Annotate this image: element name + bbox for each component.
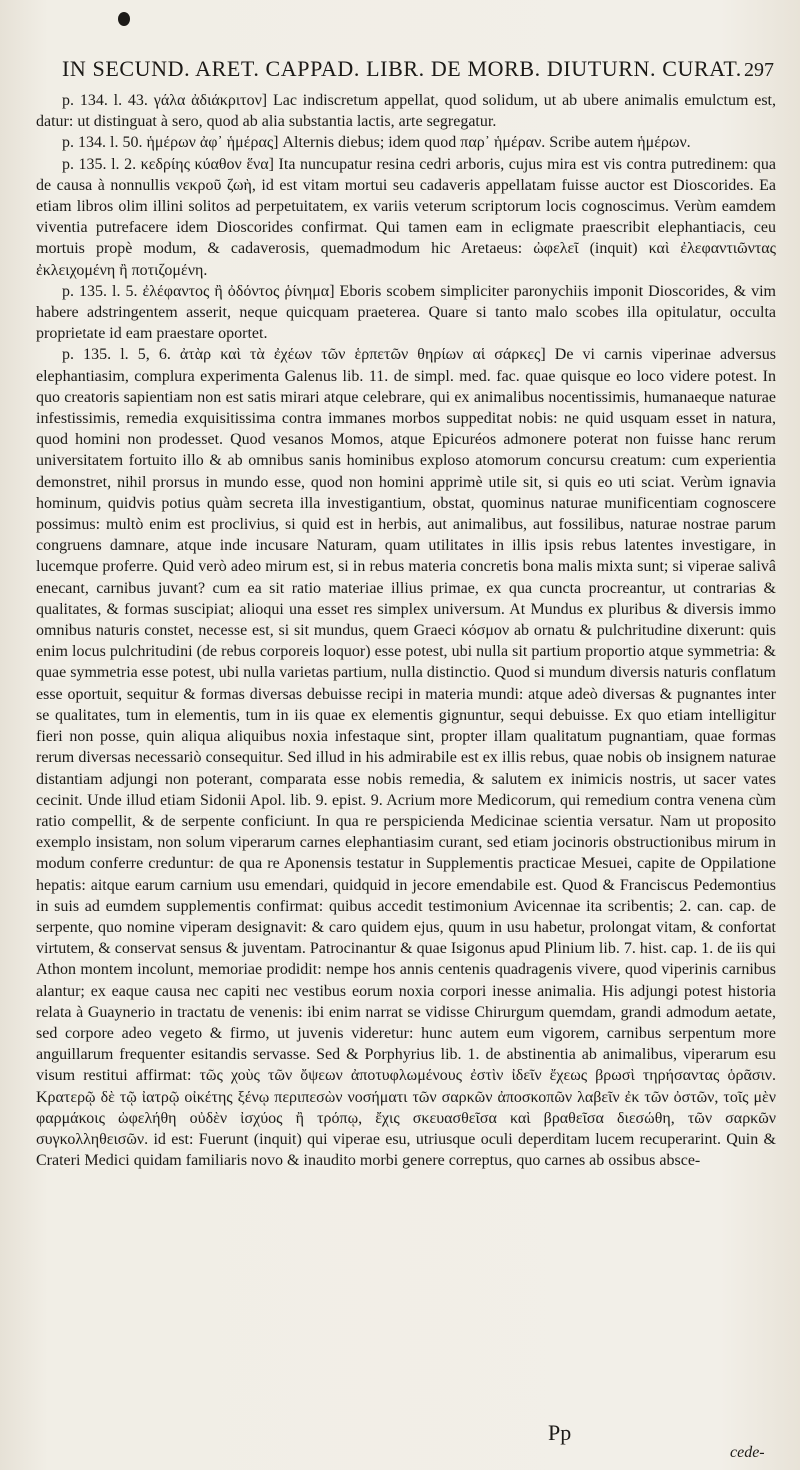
running-title: IN SECUND. ARET. CAPPAD. LIBR. DE MORB. DIUTURN. CURAT. — [62, 56, 742, 81]
paragraph: p. 135. l. 5. ἐλέφαντος ἢ ὀδόντος ῥίνημα] Eboris scobem simpliciter paronychiis imponit Dioscorides, & vim habere adstringentem asserit, neque quicquam praeterea. Quare si tanto malo scobes illa opitulatur, occulta proprietate id eam praestare oportet. — [36, 282, 776, 343]
paragraph: p. 134. l. 43. γάλα ἀδιάκριτον] Lac indiscretum appellat, quod solidum, ut ab ubere animalis emulctum est, datur: ut distinguat à sero, quod ab alia substantia lactis, arte segregatur. — [36, 92, 776, 131]
paragraph: p. 135. l. 5, 6. ἀτὰρ καὶ τὰ ἐχέων τῶν ἑρπετῶν θηρίων αἱ σάρκες] De vi carnis viperinae adversus elephantiasim, complura experimenta Galenus lib. 11. de simpl. med. fac. quae quisque eo loco videre potest. In quo creatoris sapientiam non est satis mirari atque celebrare, qui ex animalibus nocentissimis, humanaeque naturae infestissimis, remedia exquisitissima contra immanes morbos suppeditat nobis: ne quid usquam esset in natura, quod homini non prodesset. Quod vesanos Momos, atque Epicuréos admonere poterat non fuisse hanc rerum universitatem fortuito illo & ab omnibus sanis hominibus exploso atomorum concursu creatum: cum experientia demonstret, nihil prorsus in mundo esse, quod non homini apprimè utile sit, si quis eo uti sciat. Verùm ignavia hominum, quidvis potius quàm secreta illa investigantium, obstat, quominus naturae munificentiam cognoscere possimus: multò enim est proclivius, si quid est in herbis, aut animalibus, aut fossilibus, naturae nostrae parum congruens damnare, atque inde incusare Naturam, quam utilitates in illis ipsis rebus latentes investigare, in lucemque proferre. Quid verò adeo mirum est, si in rebus materia concretis bona malis mixta sunt; si viperae salivâ enecant, carnibus juvant? cum ea sit ratio materiae illius primae, ex qua cuncta procreantur, ut contrarias & qualitates, & formas suscipiat; alioqui una esset res simplex universum. At Mundus ex pluribus & diversis immo omnibus naturis constet, necesse est, si sit mundus, quem Graeci κόσμον ab ornatu & pulchritudine dixerunt: quis enim locus pulchritudini (de rebus corporeis loquor) esse potest, ubi nulla sit partium proportio atque symmetria: & quae symmetria esse potest, ubi nulla varietas partium, nulla distinctio. Quod si mundum diversis naturis conflatum esse oportuit, sequitur & formas diversas debuisse recipi in materia mundi: atque adeò diversas & pugnantes inter se qualitates, tum in elementis, tum in iis quae ex elementis gignuntur, sequi debuisse. Ex quo etiam intelligitur fieri non posse, quin aliqua aliquibus noxia infestaque sint, propter illam qualitatum pugnantiam, quae formas rerum diversas necessariò consequitur. Sed illud in his admirabile est ex illis rebus, quae nobis ob insignem naturae distantiam adjungi non poterant, comparata esse nobis remedia, & salutem ex inimicis nostris, ut sacer vates cecinit. Unde illud etiam Sidonii Apol. lib. 9. epist. 9. Acrium more Medicorum, qui remedium contra venena cùm ratio compellit, & de serpente conficiunt. In qua re perspicienda Medicinae scientia versatur. Nam ut proposito exemplo insistam, non solum viperarum carnes elephantiasim curant, sed etiam jocinoris obstructionibus mirum in modum conferre creduntur: de qua re Aponensis testatur in Supplementis practicae Mesuei, capite de Oppilatione hepatis: aitque earum carnium usu emendari, quidquid in jecore emendabile est. Quod & Franciscus Pedemontius in suis ad eumdem supplementis confirmat: quibus accedit testimonium Avicennae ita scribentis; 2. can. cap. de serpente, quo nomine viperam designavit: & caro quidem ejus, quum in usu habetur, prolongat vitam, & confortat virtutem, & conservat sensus & juventam. Patrocinantur & quae Isigonus apud Plinium lib. 7. hist. cap. 1. de iis qui Athon montem incolunt, memoriae prodidit: nempe hos annis centenis quadragenis vivere, quod viperinis carnibus alantur; ex eaque causa nec capiti nec vestibus eorum noxia corpori inesse animalia. His adjungi potest historia relata à Guaynerio in tractatu de venenis: ibi enim narrat se vidisse Chirurgum quemdam, grandi admodum aetate, sed corpore adeo vegeto & firmo, ut juvenis videretur: hunc autem eum vigorem, carnibus serpentum more anguillarum frequenter esitandis servasse. Sed & Porphyrius lib. 1. de abstinentia ab animalibus, viperarum esu visum restitui affirmat: τῶς χοὺς τῶν ὄψεων ἀποτυφλωμένους ἐστὶν ἰδεῖν ἔχεως βρωσὶ τηρήσαντας ὁρᾶσιν. Κρατερῷ δὲ τῷ ἰατρῷ οἰκέτης ξένῳ περιπεσὼν νοσήματι τῶν σαρκῶν ἀποσκοπῶν λαβεῖν ἐκ τῶν ὀστῶν, τοῖς μὲν φαρμάκοις ὠφελήθη οὐδὲν ἰσχύος ἢ τρόπῳ, ἔχις σκευασθεῖσα καὶ βραθεῖσα διεσώθη, τῶν σαρκῶν συγκολληθεισῶν. id est: Fuerunt (inquit) qui viperae esu, utriusque oculi deperditam lucem recuperarint. Quin & Crateri Medici quidam familiaris novo & inaudito morbi genere correptus, quo carnes ab ossibus absce- — [36, 346, 776, 1170]
body-text — [36, 90, 776, 1171]
paragraph: p. 135. l. 2. κεδρίης κύαθον ἕνα] Ita nuncupatur resina cedri arboris, cujus mira est vis contra putredinem: qua de causa à nonnullis νεκροῦ ζωὴ, id est vitam mortui seu cadaveris appellatam fuisse auctor est Dioscorides. Ea etiam libros olim illini solitos ad perpetuitatem, ex variis veterum scriptorum locis cognoscimus. Verùm eamdem viventia putrefacere idem Dioscorides confirmat. Qui tamen eam in ecligmate praescribit elephantiacis, ceu mortuis propè modum, & cadaverosis, quemadmodum hic Aretaeus: ὠφελεῖ (inquit) καὶ ἐλεφαντιῶντας ἐκλειχομένη ἢ ποτιζομένη. — [36, 155, 776, 279]
running-header — [62, 56, 774, 82]
signature-mark: Pp — [548, 1420, 572, 1445]
catchword: cede- — [730, 1444, 765, 1461]
paragraph: p. 134. l. 50. ἡμέρων ἀφ᾽ ἡμέρας] Alternis diebus; idem quod παρ᾽ ἡμέραν. Scribe autem ἡμέρων. — [62, 134, 691, 152]
page-number: 297 — [744, 59, 774, 81]
ink-spot — [118, 12, 130, 26]
